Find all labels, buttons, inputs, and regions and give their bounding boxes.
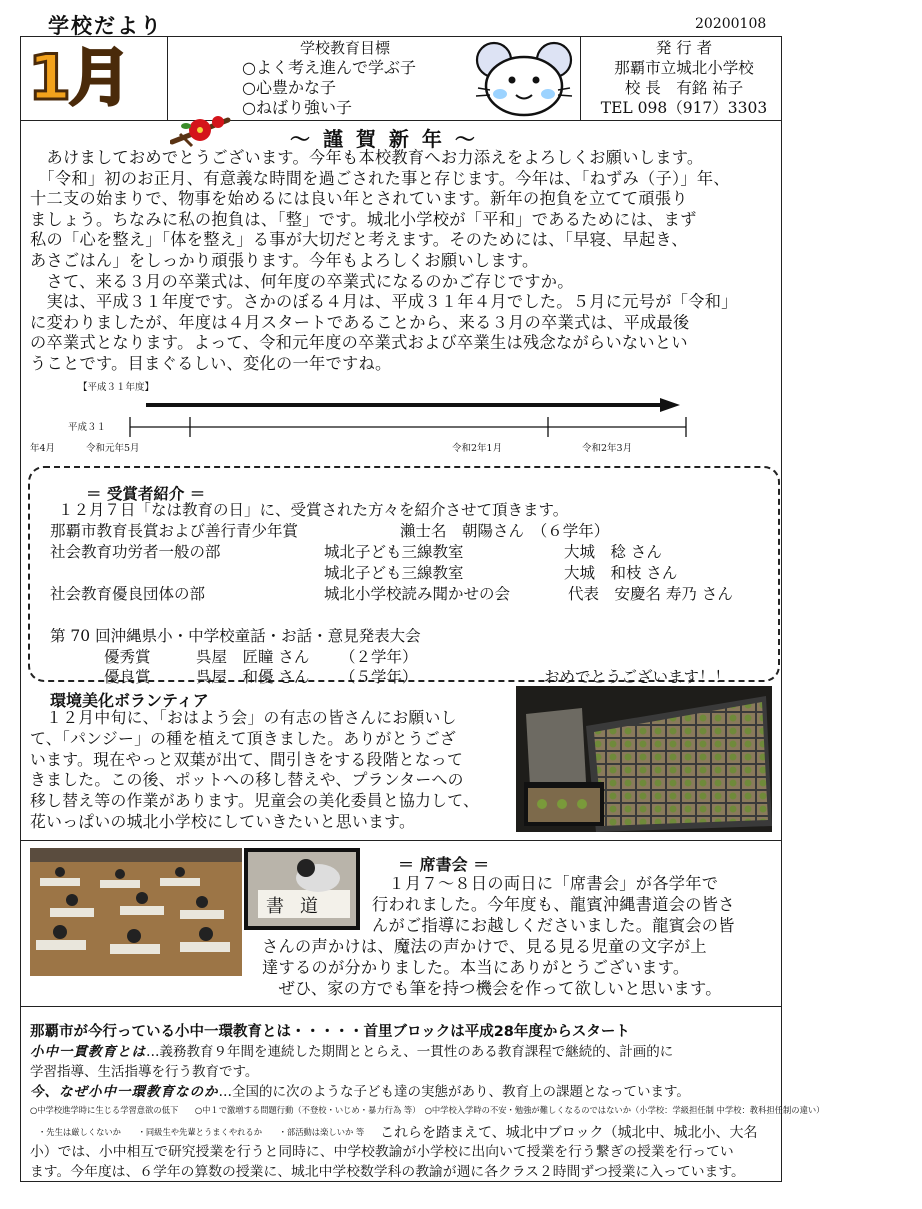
calligraphy-line: さんの声かけは、魔法の声かけで、見る見る児童の文字が上 xyxy=(262,937,707,956)
timeline-label: 令和2年3月 xyxy=(582,443,633,454)
award-name: 瀨士名 朝陽さん （６学年） xyxy=(400,522,610,540)
greeting-line: さて、来る３月の卒業式は、何年度の卒業式になるのかご存じですか。 xyxy=(30,271,574,291)
worries-list: ・先生は厳しくないか ・同級生や先輩とうまくやれるか ・部活動は楽しいか 等 xyxy=(38,1127,365,1137)
greeting-body xyxy=(30,148,738,375)
award-group: 城北子ども三線教室 xyxy=(324,543,464,561)
integrated-why xyxy=(30,1082,690,1102)
newsletter-title: 学校だより xyxy=(48,14,163,38)
award-group: 城北小学校読み聞かせの会 xyxy=(324,585,511,603)
integrated-line: これらを踏まえて、城北中ブロック（城北中、城北小、大名 xyxy=(380,1125,758,1141)
timeline-start-bottom: 年4月 xyxy=(30,443,56,454)
contest-winner: 呉屋 和優 さん xyxy=(196,668,310,686)
section-divider xyxy=(20,1006,782,1007)
mouse-illustration xyxy=(470,40,580,118)
volunteer-line: きました。この後、ポットへの移し替えや、プランターへの xyxy=(30,770,464,790)
school-name: 那覇市立城北小学校 xyxy=(614,59,754,77)
school-phone: TEL 098（917）3303 xyxy=(600,99,768,117)
greeting-line: ましょう。ちなみに私の抱負は、「整」です。城北小学校が「平和」であるためには、まず xyxy=(30,209,697,229)
goal-3: ○ねばり強い子 xyxy=(242,98,352,117)
seedling-tray-photo xyxy=(516,686,772,832)
contest-grade: （５学年） xyxy=(340,668,418,686)
publisher-label: 発 行 者 xyxy=(655,39,713,57)
gym-calligraphy-photo xyxy=(30,848,242,976)
contest-prize: 優秀賞 xyxy=(104,648,151,666)
greeting-line: 十二支の始まりで、物事を始めるには良い年とされています。新年の抱負を立てて頑張り xyxy=(30,189,688,209)
issue-date: 20200108 xyxy=(695,16,767,32)
volunteer-heading: 環境美化ボランティア xyxy=(50,691,209,710)
calligraphy-line: １月７～８日の両日に「席書会」が各学年で xyxy=(372,874,719,893)
integrated-heading: 那覇市が今行っている小中一環教育とは・・・・・首里ブロックは平成28年度からスタート xyxy=(30,1024,630,1040)
volunteer-line: て、「パンジー」の種を植えて頂きました。ありがとうござ xyxy=(30,728,457,748)
month-title: 1月 xyxy=(28,41,130,114)
calligraphy-line: んがご指導にお越しくださいました。龍賓会の皆 xyxy=(372,916,735,935)
header-divider xyxy=(20,120,782,121)
volunteer-line: 花いっぱいの城北小学校にしていきたいと思います。 xyxy=(30,811,416,831)
award-group: 城北子ども三線教室 xyxy=(324,564,464,582)
timeline-label: 令和元年5月 xyxy=(86,443,140,454)
fiscal-year-timeline xyxy=(60,395,700,440)
greeting-line: に変わりましたが、年度は４月スタートであることから、来る３月の卒業式は、平成最後 xyxy=(30,312,690,332)
svg-text:道: 道 xyxy=(300,896,318,917)
why-text: …全国的に次のような子ども達の実態があり、教育上の課題となっています。 xyxy=(218,1084,690,1100)
greeting-line: うことです。目まぐるしい、変化の一年ですね。 xyxy=(30,353,392,373)
timeline-bracket-label: 【平成３１年度】 xyxy=(78,382,155,393)
header-col-divider-2 xyxy=(580,36,581,120)
goal-2: ○心豊かな子 xyxy=(242,78,336,97)
definition-text: …義務教育９年間を連続した期間ととらえ、一貫性のある教育課程で継続的、計画的に xyxy=(146,1044,674,1060)
publisher-block xyxy=(586,38,782,118)
award-category: 社会教育優良団体の部 xyxy=(50,585,206,603)
volunteer-line: 移し替え等の作業があります。児童会の美化委員と協力して、 xyxy=(30,791,480,811)
principal-name: 校 長 有銘 祐子 xyxy=(624,79,744,97)
timeline-label: 令和2年1月 xyxy=(452,443,503,454)
plum-blossom-icon xyxy=(170,112,232,148)
greeting-line: 私の「心を整え」「体を整え」る事が大切だと考えます。そのためには、「早寝、早起き、 xyxy=(30,230,688,250)
contest-title: 第 70 回沖縄県小・中学校童話・お話・意見発表大会 xyxy=(50,627,421,645)
award-name: 大城 和枝 さん xyxy=(564,564,678,582)
svg-text:書: 書 xyxy=(266,896,284,917)
volunteer-line: １２月中旬に、「おはよう会」の有志の皆さんにお願いし xyxy=(30,708,457,727)
greeting-line: あけましておめでとうございます。今年も本校教育へお力添えをよろしくお願いします。 xyxy=(30,148,704,167)
why-term: 今、なぜ小中一環教育なのか xyxy=(30,1084,219,1100)
greeting-line: 「令和」初のお正月、有意義な時間を過ごされた事と存じます。今年は、「ねずみ（子）」年、 xyxy=(30,168,730,188)
student-calligraphy-photo xyxy=(244,848,360,930)
goal-1: ○よく考え進んで学ぶ子 xyxy=(242,58,416,77)
integrated-definition xyxy=(30,1042,673,1062)
contest-winner: 呉屋 匠瞳 さん xyxy=(196,648,310,666)
issues-list: ○中学校進学時に生じる学習意欲の低下 ○中１で激増する問題行動（不登校・いじめ・暴力行為 等） ○中学校入学時の不安・勉強が難しくなるのではないか（小学校：学級担任制 中学校：教科担任制の違い） xyxy=(30,1105,825,1115)
awards-intro: １２月７日「なは教育の日」に、受賞された方々を紹介させて頂きます。 xyxy=(58,501,569,519)
award-category: 那覇市教育長賞および善行青少年賞 xyxy=(50,522,299,540)
contest-prize: 優良賞 xyxy=(104,668,151,686)
greeting-line: の卒業式となります。よって、令和元年度の卒業式および卒業生は残念ながらいないとい xyxy=(30,333,688,353)
timeline-start-top: 平成３１ xyxy=(68,422,107,433)
greeting-line: 実は、平成３１年度です。さかのぼる４月は、平成３１年４月でした。５月に元号が「令和」 xyxy=(30,292,738,312)
calligraphy-line: 行われました。今年度も、龍賓沖縄書道会の皆さ xyxy=(372,895,735,914)
award-name: 大城 稔 さん xyxy=(564,543,662,561)
section-divider xyxy=(20,840,782,841)
definition-text-2: 学習指導、生活指導を行う教育です。 xyxy=(30,1064,259,1080)
goals-title: 学校教育目標 xyxy=(299,39,390,57)
integrated-line: ます。今年度は、６学年の算数の授業に、城北中学校数学科の教諭が週に各クラス２時間ずつ授業に入っています。 xyxy=(30,1164,745,1180)
greeting-line: あさごはん」をしっかり頑張ります。今年もよろしくお願いします。 xyxy=(30,250,539,270)
calligraphy-heading: ＝ 席書会 ＝ xyxy=(398,855,490,874)
calligraphy-line: 達するのが分かりました。本当にありがとうございます。 xyxy=(262,958,690,977)
school-goals xyxy=(240,38,450,118)
definition-term: 小中一貫教育とは xyxy=(30,1044,146,1060)
header-col-divider-1 xyxy=(167,36,168,120)
calligraphy-line: ぜひ、家の方でも筆を持つ機会を作って欲しいと思います。 xyxy=(262,979,722,998)
volunteer-line: います。現在やっと双葉が出て、間引きをする段階となって xyxy=(30,749,464,769)
volunteer-body xyxy=(30,708,479,833)
award-name: 代表 安慶名 寿乃 さん xyxy=(568,585,733,603)
award-category: 社会教育功労者一般の部 xyxy=(50,543,221,561)
greeting-heading: ～ 謹 賀 新 年 ～ xyxy=(290,127,478,151)
integrated-line: 小）では、小中相互で研究授業を行うと同時に、中学校教諭が小学校に出向いて授業を行う繋ぎの授業を行ってい xyxy=(30,1144,734,1160)
awards-heading: ＝ 受賞者紹介 ＝ xyxy=(86,485,206,503)
contest-grade: （２学年） xyxy=(340,648,418,666)
congratulations-text: おめでとうございます！！ xyxy=(544,668,731,686)
